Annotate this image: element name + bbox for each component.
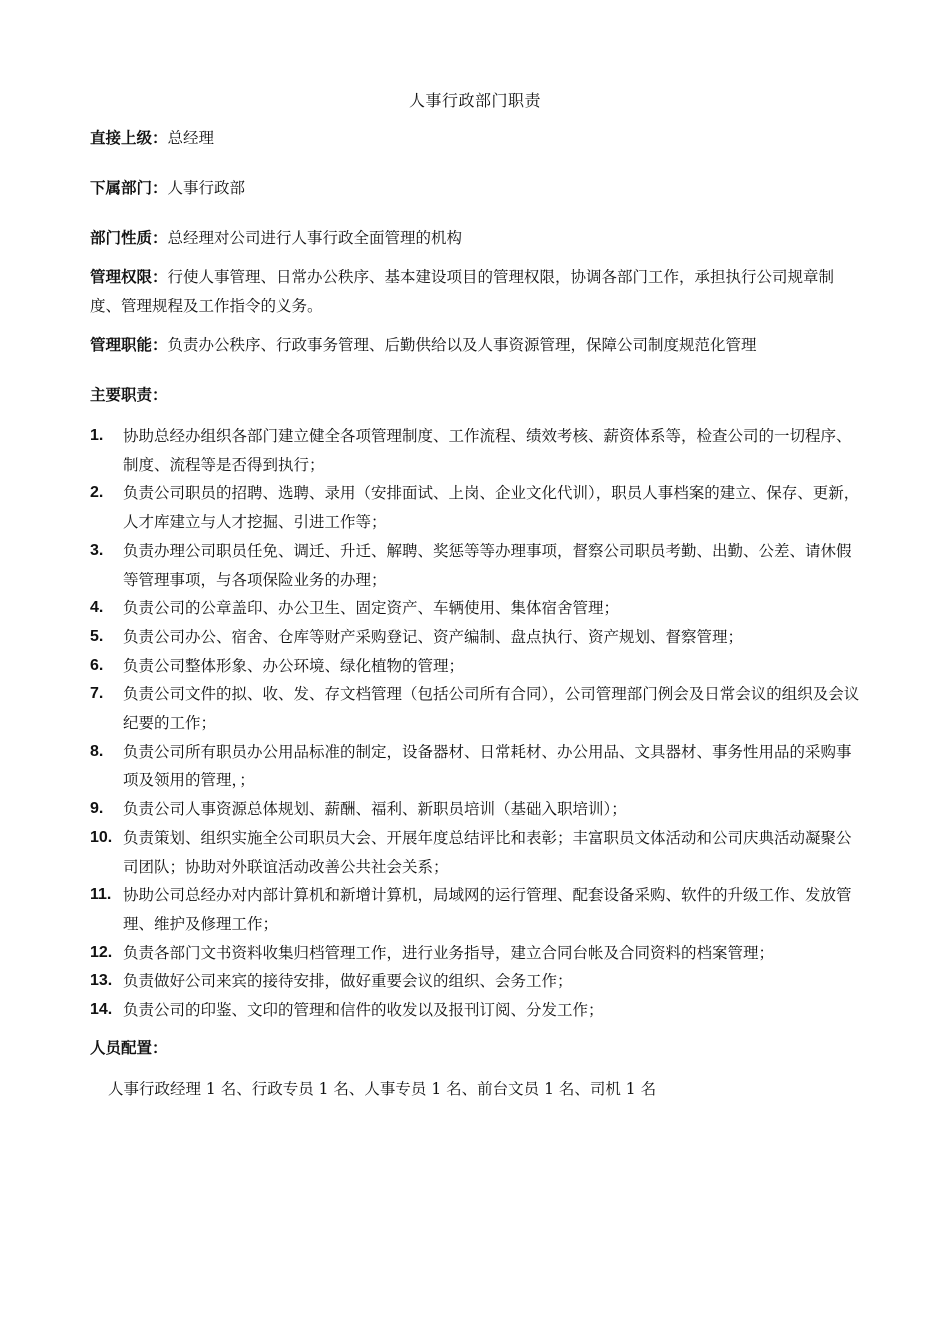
duty-text: 负责公司办公、宿舍、仓库等财产采购登记、资产编制、盘点执行、资产规划、督察管理； [123,627,744,646]
duty-text: 负责策划、组织实施全公司职员大会、开展年度总结评比和表彰；丰富职员文体活动和公司庆典活动凝聚公司团队；协助对外联谊活动改善公共社会关系； [123,828,852,876]
document-title: 人事行政部门职责 [408,91,541,110]
duty-item [90,479,862,536]
duty-item [90,422,862,479]
duties-list [90,422,862,1025]
duty-item [90,996,862,1025]
function-value: 负责办公秩序、行政事务管理、后勤供给以及人事资源管理，保障公司制度规范化管理 [167,336,757,354]
duty-number: 2. [90,484,104,502]
duty-item [90,537,862,594]
duty-number: 10. [90,828,113,846]
duty-text: 负责公司的公章盖印、办公卫生、固定资产、车辆使用、集体宿舍管理； [123,599,620,618]
duty-number: 14. [90,1001,113,1019]
duty-item [90,824,862,881]
subordinate-dept-label: 下属部门： [90,179,168,197]
authority-value: 行使人事管理、日常办公秩序、基本建设项目的管理权限，协调各部门工作，承担执行公司规章制度、管理规程及工作指令的义务。 [90,268,835,315]
authority-paragraph [90,263,862,321]
dept-nature-line [90,224,862,253]
duty-text: 负责办理公司职员任免、调迁、升迁、解聘、奖惩等等办理事项，督察公司职员考勤、出勤、公差、请休假等管理事项，与各项保险业务的办理； [123,541,852,589]
duty-item [90,881,862,938]
duty-number: 4. [90,599,104,617]
duty-text: 负责做好公司来宾的接待安排，做好重要会议的组织、会务工作； [123,972,573,991]
duty-item [90,680,862,737]
duty-item [90,623,862,652]
duty-number: 6. [90,656,104,674]
duty-item [90,594,862,623]
duty-number: 3. [90,541,104,559]
duty-text: 负责各部门文书资料收集归档管理工作，进行业务指导，建立合同台帐及合同资料的档案管理； [123,943,775,962]
duty-item [90,795,862,824]
duty-text: 协助公司总经办对内部计算机和新增计算机，局域网的运行管理、配套设备采购、软件的升级工作、发放管理、维护及修理工作； [123,886,852,933]
duty-text: 负责公司所有职员办公用品标准的制定，设备器材、日常耗材、办公用品、文具器材、事务性用品的采购事项及领用的管理，； [123,742,852,790]
duty-item [90,939,862,968]
duty-item [90,652,862,681]
staffing-text: 人事行政经理 1 名、行政专员 1 名、人事专员 1 名、前台文员 1 名、司机 1 名 [108,1080,657,1098]
staffing-heading: 人员配置： [90,1039,168,1057]
duty-number: 8. [90,742,104,760]
subordinate-dept-line [90,174,862,203]
direct-superior-label: 直接上级： [90,129,168,147]
dept-nature-value: 总经理对公司进行人事行政全面管理的机构 [167,229,463,247]
duty-text: 负责公司职员的招聘、选聘、录用（安排面试、上岗、企业文化代训），职员人事档案的建立、保存、更新，人才库建立与人才挖掘、引进工作等； [123,484,860,532]
duty-text: 负责公司整体形象、办公环境、绿化植物的管理； [123,656,465,675]
direct-superior-line [90,124,862,153]
direct-superior-value: 总经理 [167,129,215,147]
dept-nature-label: 部门性质： [90,229,168,247]
duty-number: 9. [90,800,104,818]
duty-item [90,967,862,996]
duty-text: 负责公司人事资源总体规划、薪酬、福利、新职员培训（基础入职培训）； [123,800,627,819]
duty-item [90,738,862,795]
authority-label: 管理权限： [90,268,168,286]
subordinate-dept-value: 人事行政部 [167,179,246,197]
duties-heading: 主要职责： [90,386,168,404]
duty-number: 5. [90,627,104,645]
duty-text: 协助总经办组织各部门建立健全各项管理制度、工作流程、绩效考核、薪资体系等，检查公司的一切程序、制度、流程等是否得到执行； [123,427,852,474]
duty-text: 负责公司的印鉴、文印的管理和信件的收发以及报刊订阅、分发工作； [123,1001,604,1020]
function-paragraph [90,331,862,360]
duty-number: 11. [90,886,112,904]
duty-text: 负责公司文件的拟、收、发、存文档管理（包括公司所有合同），公司管理部门例会及日常会议的组织及会议纪要的工作； [123,685,860,733]
duty-number: 7. [90,685,104,703]
duty-number: 1. [90,427,104,444]
duty-number: 12. [90,943,113,961]
duty-number: 13. [90,972,113,990]
function-label: 管理职能： [90,336,168,354]
